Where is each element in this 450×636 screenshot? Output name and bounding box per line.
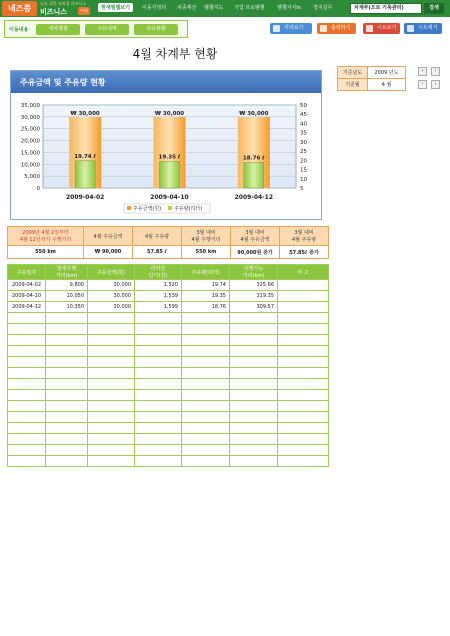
summary-value-cell: 550 km [8,246,84,259]
sheet-remove-button[interactable] [404,23,442,34]
table-cell: 19.35 [182,291,230,302]
nav-item-current[interactable]: 현재멤챌보기 [98,3,133,12]
table-cell [8,423,46,434]
table-cell [182,368,230,379]
table-cell [46,456,88,467]
table-cell: 18.76 [182,302,230,313]
summary-header-cell: 3월 대비 4월 주유량 [280,227,329,246]
y-right-tick: 20 [300,158,307,165]
month-select[interactable]: 4 월 [368,79,406,91]
x-tick-label: 2009-04-12 [234,194,274,201]
bar-amount-label: ₩ 30,000 [154,110,185,117]
table-cell [8,434,46,445]
year-select[interactable]: 2009 년도 [368,67,406,79]
table-cell [230,390,278,401]
sub-nav-label: 이동내용 [9,27,29,33]
table-cell [135,423,182,434]
x-tick-label: 2009-04-10 [150,194,189,201]
y-left-tick: 10,000 [20,162,40,169]
table-cell [135,456,182,467]
sub-nav [4,20,188,38]
nav-item-2[interactable]: 차종계산 [177,5,197,11]
table-cell [230,313,278,324]
table-cell [46,445,88,456]
table-cell [46,368,88,379]
table-cell: 30,000 [88,291,135,302]
table-cell [135,346,182,357]
month-next-button[interactable]: › [431,80,440,89]
y-left-tick: 20,000 [20,138,40,145]
bar-amount-label: ₩ 30,000 [239,110,269,117]
preview-icon [273,25,280,32]
table-cell [46,390,88,401]
table-cell [135,335,182,346]
table-row[interactable] [8,456,329,467]
table-cell: 1,520 [135,280,182,291]
table-cell: 9,800 [46,280,88,291]
list-header-cell: 주유금액(원) [88,265,135,280]
page-title: 4월 차계부 현황 [132,47,218,61]
table-cell [88,434,135,445]
table-cell [182,379,230,390]
logo-brand: 비즈니스 [40,8,68,16]
table-cell [135,445,182,456]
table-cell [88,423,135,434]
table-cell [88,335,135,346]
chart-panel-title: 주유금액 및 주유량 현황 [20,78,106,87]
nav-item-6[interactable]: 경지실무 [313,5,333,11]
y-right-tick: 10 [300,176,307,183]
table-cell [182,434,230,445]
table-cell [182,335,230,346]
list-header-row [8,265,329,280]
top-nav-bar [0,0,450,17]
table-cell [182,390,230,401]
table-cell [8,445,46,456]
sheet-remove-icon [407,25,414,32]
list-header-cell: 리터당 단가(원) [135,265,182,280]
table-cell [88,456,135,467]
bar-liters-label: 19.35 ℓ [158,154,181,161]
sheet-view-label: 시트보기 [377,25,397,31]
table-cell [135,357,182,368]
table-cell [230,379,278,390]
table-cell: 2009-04-12 [8,302,46,313]
list-header-cell: 비 고 [278,265,329,280]
y-left-tick: 0 [36,186,40,192]
summary-header-cell: 2009년 4월 2일부터 4월 12일까지 주행거리 [8,227,84,246]
table-row[interactable] [8,346,329,357]
table-cell [135,368,182,379]
preview-label: 미리보기 [284,25,304,31]
sheet-view-button[interactable] [363,23,400,34]
logo-badge: 어댑 [80,8,88,13]
year-label: 기준년도 [338,67,368,79]
table-cell [278,324,329,335]
table-cell [182,423,230,434]
table-cell [46,401,88,412]
nav-item-5[interactable]: 멤챌지식In [277,5,301,11]
table-cell: 2009-04-10 [8,291,46,302]
table-cell [278,313,329,324]
table-row[interactable] [8,412,329,423]
table-cell [8,324,46,335]
table-cell [230,324,278,335]
table-cell [182,357,230,368]
table-cell [8,313,46,324]
table-cell [135,434,182,445]
y-right-tick: 40 [300,121,307,128]
chart-header [11,71,321,93]
table-cell [230,456,278,467]
y-right-tick: 50 [300,103,307,109]
table-cell [230,445,278,456]
table-cell [135,401,182,412]
table-cell [230,401,278,412]
table-row[interactable] [8,313,329,324]
table-row[interactable] [8,445,329,456]
logo[interactable]: 네즈쯤 [2,1,37,16]
table-cell [182,412,230,423]
sheet-remove-label: 시트제거 [418,25,438,31]
summary-value-cell: 57.85 ℓ [133,246,182,259]
y-right-tick: 45 [300,112,307,119]
table-row[interactable] [8,368,329,379]
print-label: 출력하기 [331,25,351,31]
table-cell [230,335,278,346]
table-cell [88,357,135,368]
table-cell [278,280,329,291]
month-label: 기준월 [338,79,368,91]
chart-panel [10,70,322,220]
print-icon [320,25,327,32]
table-cell [278,423,329,434]
table-cell [8,346,46,357]
period-selector [337,66,406,91]
table-cell: 2009-04-02 [8,280,46,291]
table-row[interactable] [8,324,329,335]
table-cell [182,401,230,412]
table-cell [8,390,46,401]
table-cell [135,379,182,390]
sub-button-fuel-status[interactable]: 주유현황 [134,24,178,35]
table-cell [278,445,329,456]
summary-value-cell: 550 km [182,246,231,259]
table-cell [46,335,88,346]
table-row[interactable] [8,291,329,302]
fuel-list-table [7,264,329,467]
year-next-button[interactable]: › [431,67,440,76]
table-cell [278,368,329,379]
y-left-tick: 25,000 [20,126,40,133]
table-cell [88,412,135,423]
bar-liters [75,161,95,188]
table-cell [88,324,135,335]
table-cell: 325.66 [230,280,278,291]
table-row[interactable] [8,423,329,434]
table-row[interactable] [8,280,329,291]
bar-liters-label: 19.74 ℓ [74,153,97,160]
list-header-cell: 주유량(리터) [182,265,230,280]
table-cell [278,379,329,390]
list-header-cell: 주유일자 [8,265,46,280]
bar-liters [160,162,180,188]
table-cell [88,401,135,412]
table-cell [230,368,278,379]
table-cell [278,291,329,302]
search-button[interactable]: 검색 [424,3,444,14]
table-cell [230,423,278,434]
table-cell: 10,050 [46,291,88,302]
table-cell: 1,539 [135,291,182,302]
y-right-tick: 5 [300,186,304,192]
table-row[interactable] [8,335,329,346]
table-cell [135,324,182,335]
table-cell [8,401,46,412]
table-cell [278,357,329,368]
x-tick-label: 2009-04-02 [65,194,105,201]
table-cell [135,313,182,324]
summary-value-cell: 57.85ℓ 증가 [280,246,329,259]
list-header-cell: 현재주행 거리(km) [46,265,88,280]
table-cell: 10,350 [46,302,88,313]
y-left-tick: 30,000 [20,114,40,121]
y-right-tick: 25 [300,149,307,156]
table-cell [135,412,182,423]
table-cell [182,445,230,456]
legend-label-liters: 주유량(리터) [174,206,203,212]
table-cell [46,434,88,445]
bar-amount-label: ₩ 30,000 [70,110,100,117]
table-cell: 30,000 [88,280,135,291]
table-cell [278,401,329,412]
summary-header-cell: 4월 주유금액 [84,227,133,246]
table-cell [8,456,46,467]
table-cell [278,434,329,445]
summary-value-cell: ₩ 90,000 [84,246,133,259]
table-cell [278,335,329,346]
table-cell [88,368,135,379]
table-cell [8,357,46,368]
table-cell [46,313,88,324]
table-cell [278,412,329,423]
y-left-tick: 5,000 [24,174,40,181]
sub-button-fuel-history[interactable]: 주유내역 [85,24,129,35]
y-right-tick: 35 [300,130,307,137]
table-cell [8,412,46,423]
bar-liters-label: 18.76 ℓ [242,155,265,162]
preview-button[interactable] [270,23,312,34]
table-row[interactable] [8,401,329,412]
list-header-cell: 주행가능 거리(km) [230,265,278,280]
table-cell [278,456,329,467]
table-cell [8,379,46,390]
bar-liters [244,163,264,188]
table-cell [182,456,230,467]
summary-header-cell: 3월 대비 4월 주유금액 [231,227,280,246]
table-cell [230,346,278,357]
table-cell [230,357,278,368]
summary-value-cell: 90,000원 증가 [231,246,280,259]
table-cell [230,434,278,445]
table-row[interactable] [8,379,329,390]
table-cell [8,368,46,379]
table-cell [182,346,230,357]
year-prev-button[interactable]: ‹ [418,67,427,76]
legend-swatch-amount [127,206,131,210]
fuel-chart [11,93,321,219]
sub-button-wash[interactable]: 세차멤챌 [36,24,80,35]
table-cell [88,379,135,390]
print-button[interactable] [317,23,356,34]
table-row[interactable] [8,434,329,445]
summary-header-cell: 3월 대비 4월 주행거리 [182,227,231,246]
legend-label-amount: 주유금액(원) [133,206,162,212]
table-cell [278,390,329,401]
table-row[interactable] [8,390,329,401]
y-left-tick: 15,000 [20,150,40,157]
nav-item-4[interactable]: 기업 프로멤챌 [234,5,265,11]
table-cell [182,324,230,335]
table-cell [88,390,135,401]
table-cell: 319.35 [230,291,278,302]
table-row[interactable] [8,302,329,313]
search-input[interactable]: 차계부(오토 기록관리) [350,3,422,14]
table-cell [46,324,88,335]
table-cell [46,423,88,434]
table-cell [278,302,329,313]
table-cell [135,390,182,401]
table-cell [88,346,135,357]
table-cell [230,412,278,423]
table-cell [182,313,230,324]
table-cell [278,346,329,357]
table-cell [88,445,135,456]
sheet-view-icon [366,25,373,32]
y-right-tick: 30 [300,139,307,146]
logo-subtitle [40,1,95,16]
nav-item-3[interactable]: 멤챌지도 [204,5,224,11]
logo-tagline: 나를 위한 모바일 비즈니스 [40,1,87,6]
table-cell [46,346,88,357]
y-right-tick: 15 [300,167,307,174]
table-cell [88,313,135,324]
summary-header-cell: 4월 주유량 [133,227,182,246]
table-cell [8,335,46,346]
table-cell: 19.74 [182,280,230,291]
table-cell [46,412,88,423]
legend-swatch-liters [168,206,172,210]
table-cell: 309.57 [230,302,278,313]
table-cell: 1,599 [135,302,182,313]
summary-table [7,226,329,259]
table-row[interactable] [8,357,329,368]
table-cell [46,379,88,390]
nav-item-1[interactable]: 이동자정리 [142,5,167,11]
table-cell [46,357,88,368]
month-prev-button[interactable]: ‹ [418,80,427,89]
y-left-tick: 35,000 [20,103,40,109]
table-cell: 30,000 [88,302,135,313]
